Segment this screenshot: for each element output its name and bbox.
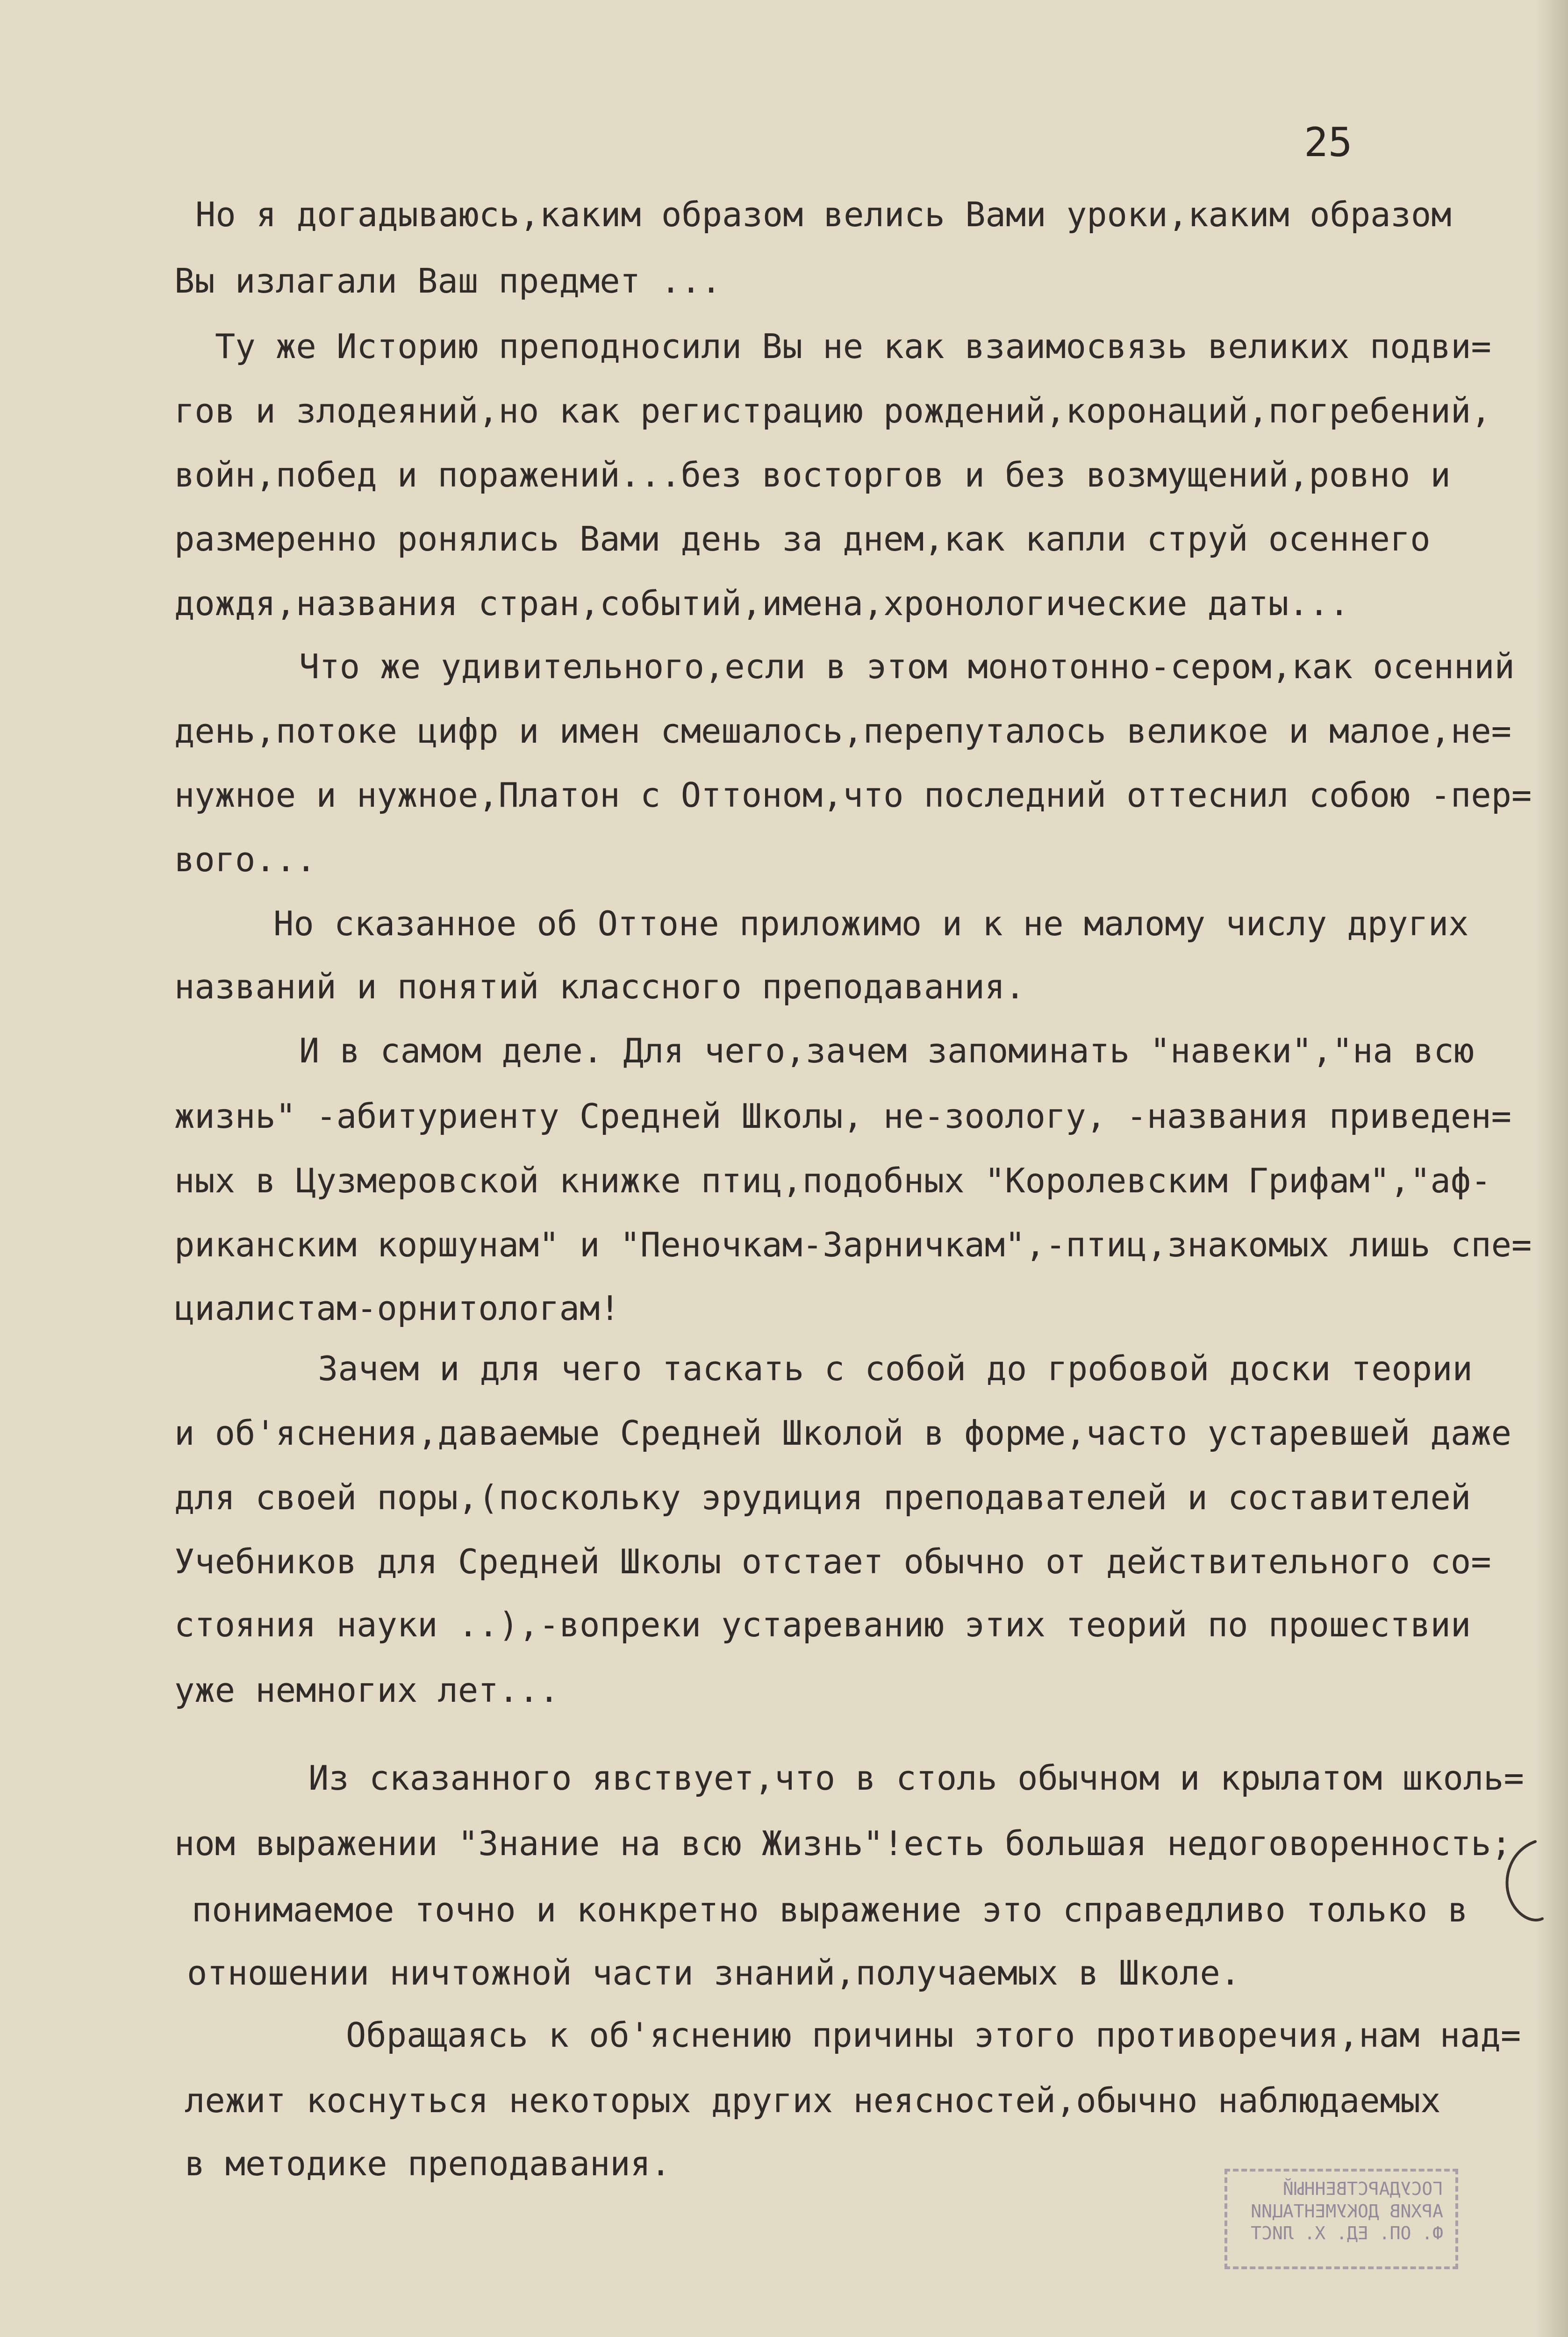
margin-bracket-mark <box>1491 1837 1547 1930</box>
text-line: риканским коршунам" и "Пеночкам-Зарничкам",-птиц,знакомых лишь спе= <box>174 1225 1532 1264</box>
text-line: стояния науки ..),-вопреки устареванию этих теорий по прошествии <box>174 1605 1471 1644</box>
text-line: отношении ничтожной части знаний,получаемых в Школе. <box>187 1953 1241 1993</box>
text-line: И в самом деле. Для чего,зачем запоминать "навеки","на всю <box>299 1031 1475 1070</box>
text-line: день,потоке цифр и имен смешалось,перепуталось великое и малое,не= <box>174 711 1511 751</box>
page-number: 25 <box>1304 119 1353 166</box>
stamp-line: ГОСУДАРСТВЕННЫЙ <box>1282 2179 1443 2199</box>
stamp-line: АРХИВ ДОКУМЕНТАЦИИ <box>1251 2201 1443 2222</box>
text-line: циалистам-орнитологам! <box>174 1289 620 1328</box>
text-line: ных в Цузмеровской книжке птиц,подобных "Королевским Грифам","аф- <box>174 1161 1491 1200</box>
archive-stamp <box>1224 2169 1458 2269</box>
text-line: и об'яснения,даваемые Средней Школой в форме,часто устаревшей даже <box>174 1413 1511 1453</box>
text-line: дождя,названия стран,событий,имена,хронологические даты... <box>174 584 1350 623</box>
text-line: Обращаясь к об'яснению причины этого противоречия,нам над= <box>346 2015 1521 2055</box>
text-line: вого... <box>174 840 316 879</box>
text-line: названий и понятий классного преподавания. <box>174 967 1025 1006</box>
stamp-line: Ф. ОП. ЕД. Х. ЛИСТ <box>1251 2223 1443 2244</box>
text-line: размеренно ронялись Вами день за днем,как капли струй осеннего <box>174 519 1431 559</box>
text-line: лежит коснуться некоторых других неясностей,обычно наблюдаемых <box>185 2081 1441 2120</box>
text-line: гов и злодеяний,но как регистрацию рождений,коронаций,погребений, <box>174 391 1491 430</box>
text-line: ном выражении "Знание на всю Жизнь"!есть большая недоговоренность; <box>174 1824 1511 1863</box>
text-line: для своей поры,(поскольку эрудиция преподавателей и составителей <box>174 1478 1471 1517</box>
text-line: понимаемое точно и конкретно выражение это справедливо только в <box>192 1890 1468 1929</box>
page-edge-shadow <box>1535 0 1568 2337</box>
text-line: уже немногих лет... <box>174 1670 559 1710</box>
text-line: в методике преподавания. <box>185 2144 671 2183</box>
text-line: Что же удивительного,если в этом монотонно-сером,как осенний <box>299 647 1515 686</box>
text-line: Учебников для Средней Школы отстает обычно от действительного со= <box>174 1542 1491 1581</box>
text-line: Но я догадываюсь,каким образом велись Вами уроки,каким образом <box>195 195 1452 234</box>
text-line: Но сказанное об Оттоне приложимо и к не малому числу других <box>273 904 1469 943</box>
text-line: Зачем и для чего таскать с собой до гробовой доски теории <box>318 1349 1473 1388</box>
text-line: войн,побед и поражений...без восторгов и без возмущений,ровно и <box>174 455 1451 495</box>
text-line: Вы излагали Ваш предмет ... <box>174 261 722 301</box>
text-line: нужное и нужное,Платон с Оттоном,что последний оттеснил собою -пер= <box>174 775 1532 815</box>
text-line: Из сказанного явствует,что в столь обычном и крылатом школь= <box>308 1758 1524 1798</box>
text-line: Ту же Историю преподносили Вы не как взаимосвязь великих подви= <box>215 327 1491 366</box>
text-line: жизнь" -абитуриенту Средней Школы, не-зоологу, -названия приведен= <box>174 1097 1511 1136</box>
